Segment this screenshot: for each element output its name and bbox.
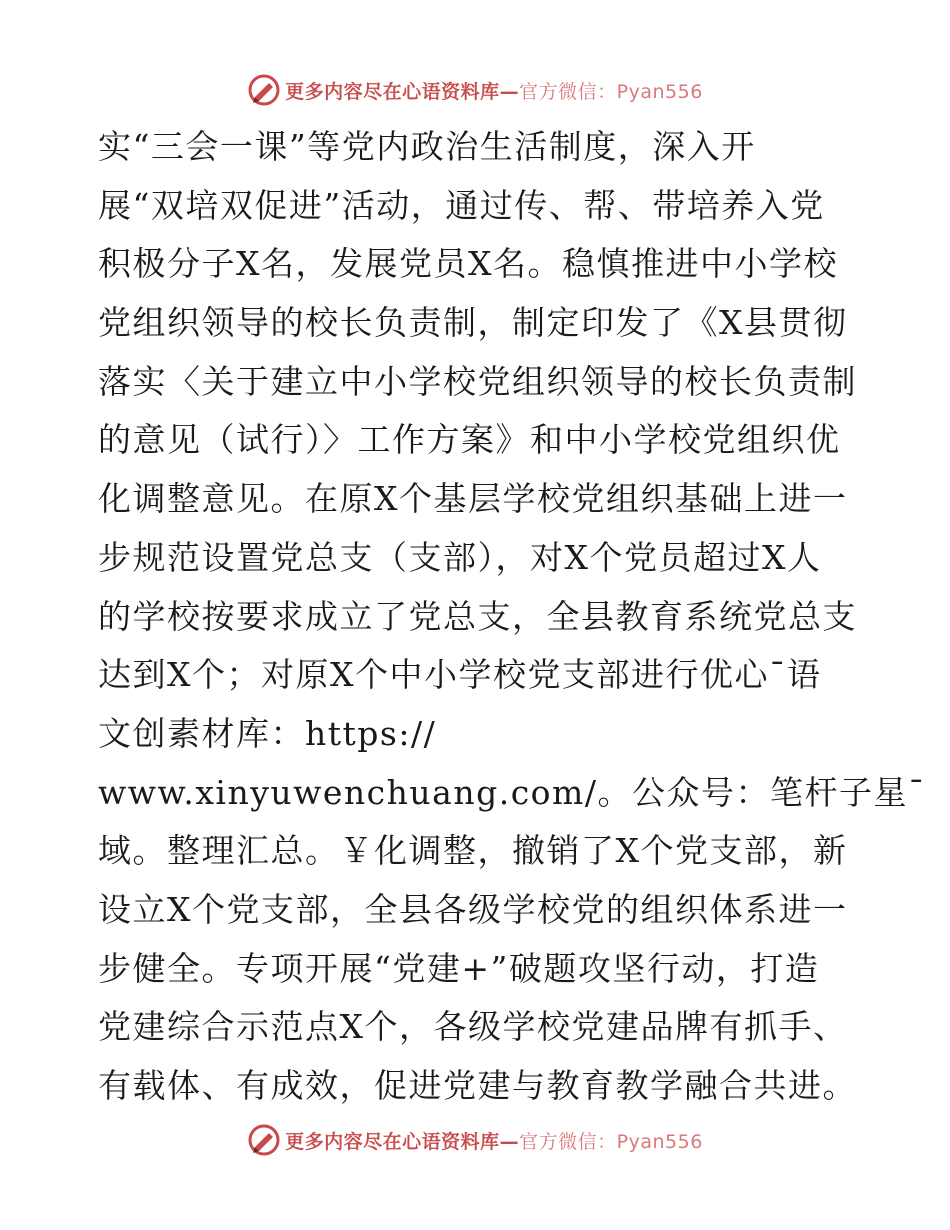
body-line: 展“双培双促进”活动，通过传、帮、带培养入党 bbox=[98, 185, 825, 225]
header-watermark-banner bbox=[0, 70, 950, 110]
body-line: 设立X个党支部，全县各级学校党的组织体系进一 bbox=[98, 889, 848, 929]
body-line: 落实〈关于建立中小学校党组织领导的校长负责制 bbox=[98, 361, 857, 401]
footer-banner-text: 更多内容尽在心语资料库—官方微信：Pyan556 bbox=[285, 1130, 703, 1153]
body-line: 达到X个；对原X个中小学校党支部进行优心¯语 bbox=[98, 655, 822, 695]
body-line: 党建综合示范点X个，各级学校党建品牌有抓手、 bbox=[98, 1007, 848, 1047]
body-line: 域。整理汇总。￥化调整，撤销了X个党支部，新 bbox=[98, 831, 848, 871]
header-banner-text: 更多内容尽在心语资料库—官方微信：Pyan556 bbox=[285, 80, 703, 103]
body-line: 化调整意见。在原X个基层学校党组织基础上进一 bbox=[98, 479, 848, 519]
body-line: 的意见（试行）〉工作方案》和中小学校党组织优 bbox=[98, 420, 841, 460]
body-line: 步规范设置党总支（支部），对X个党员超过X人 bbox=[98, 537, 822, 577]
body-line: www.xinyuwenchuang.com/。公众号：笔杆子星¯ bbox=[98, 772, 926, 812]
body-line: 积极分子X名，发展党员X名。稳慎推进中小学校 bbox=[98, 244, 838, 284]
pen-logo-icon bbox=[247, 1123, 281, 1157]
body-line: 党组织领导的校长负责制，制定印发了《X县贯彻 bbox=[98, 303, 848, 343]
body-line: 的学校按要求成立了党总支，全县教育系统党总支 bbox=[98, 596, 857, 636]
body-line: 步健全。专项开展“党建+”破题攻坚行动，打造 bbox=[98, 948, 820, 988]
pen-logo-icon bbox=[247, 73, 281, 107]
body-line: 文创素材库：https:// bbox=[98, 713, 437, 753]
body-line: 有载体、有成效，促进党建与教育教学融合共进。 bbox=[98, 1066, 857, 1105]
footer-watermark-banner bbox=[0, 1120, 950, 1160]
document-body bbox=[98, 118, 926, 1116]
body-line: 实“三会一课”等党内政治生活制度，深入开 bbox=[98, 127, 756, 166]
